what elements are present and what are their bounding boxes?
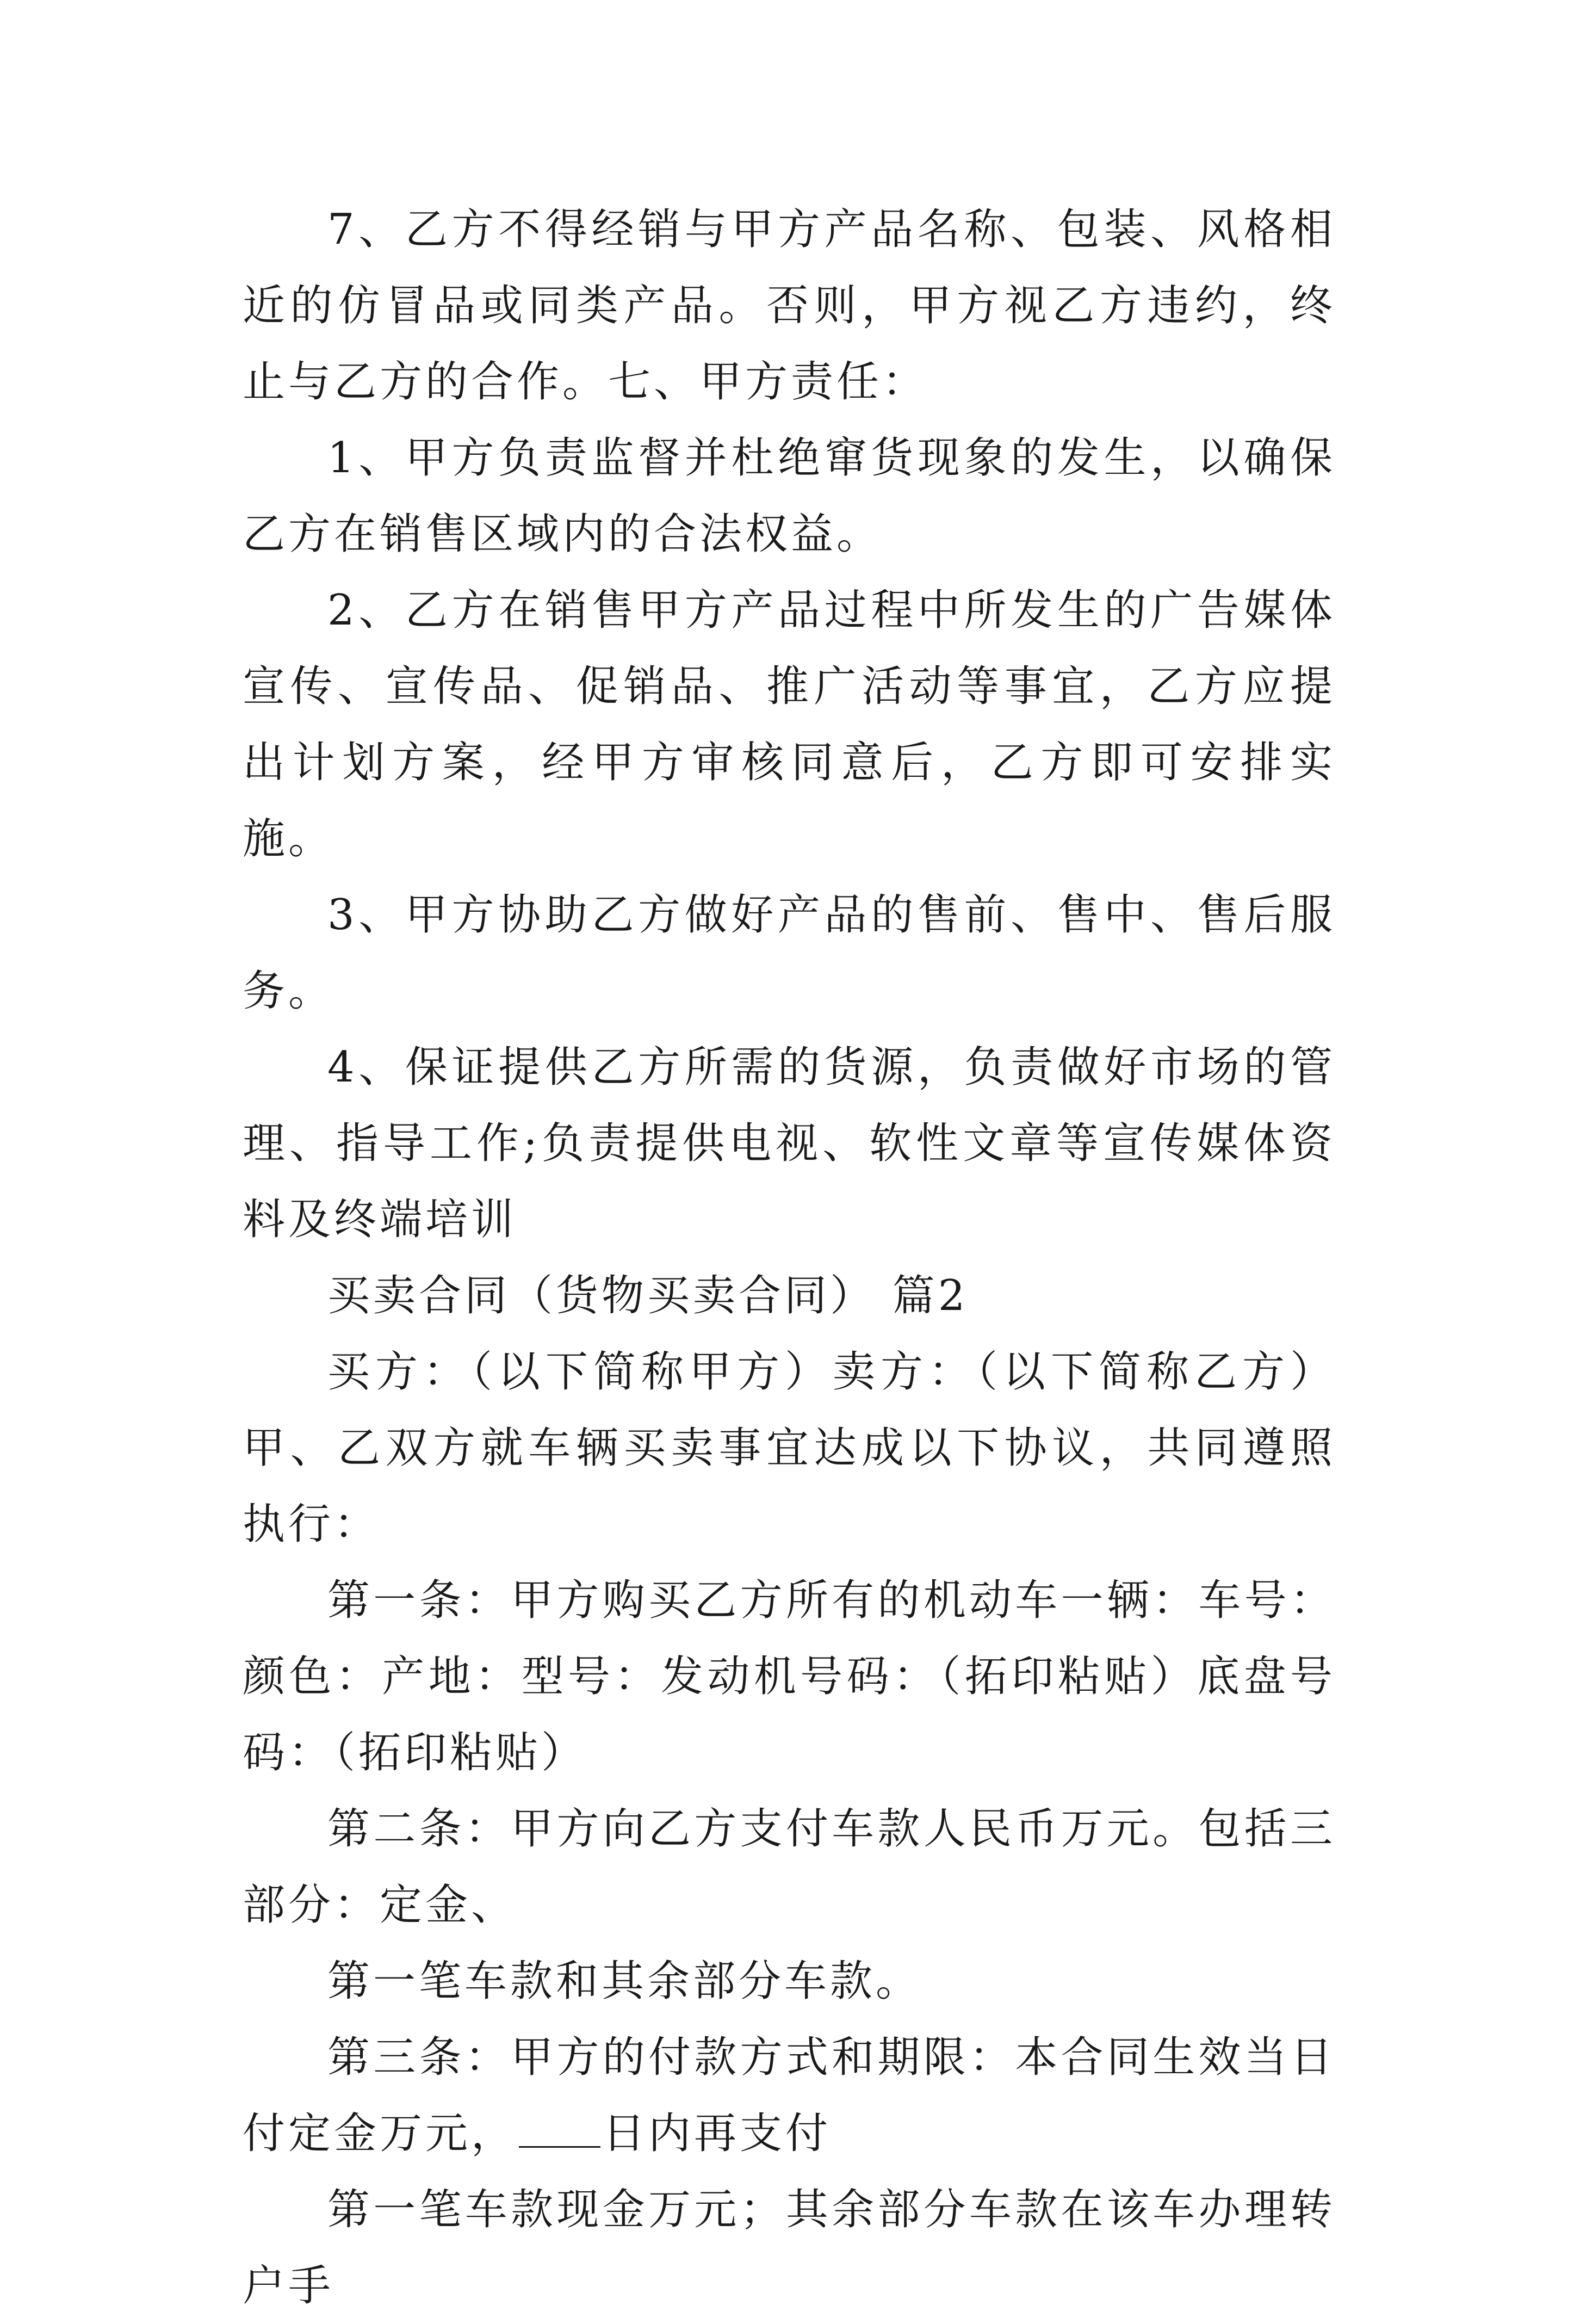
paragraph-article-3 — [243, 2019, 1336, 2172]
article-3-text-end: 日内再支付 — [603, 2109, 832, 2158]
paragraph-party-a-duty-1: 1、甲方负责监督并杜绝窜货现象的发生，以确保乙方在销售区域内的合法权益。 — [243, 434, 1336, 559]
document-body — [243, 191, 1336, 2324]
article-3-text: 第三条：甲方的付款方式和期限：本合同生效当日付定金万元， — [243, 2033, 1336, 2158]
paragraph-article-3-cont: 第一笔车款现金万元；其余部分车款在该车办理转户手 — [243, 2185, 1336, 2310]
paragraph-article-1: 第一条：甲方购买乙方所有的机动车一辆：车号：颜色：产地：型号：发动机号码：（拓印粘贴）底盘号码：（拓印粘贴） — [243, 1576, 1336, 1777]
paragraph-article-2: 第二条：甲方向乙方支付车款人民币万元。包括三部分：定金、 — [243, 1804, 1336, 1930]
paragraph-parties: 买方：（以下简称甲方）卖方：（以下简称乙方）甲、乙双方就车辆买卖事宜达成以下协议，共同遵照执行： — [243, 1348, 1336, 1549]
paragraph-party-a-duty-4: 4、保证提供乙方所需的货源，负责做好市场的管理、指导工作;负责提供电视、软性文章等宣传媒体资料及终端培训 — [243, 1043, 1336, 1244]
paragraph-clause-7: 7、乙方不得经销与甲方产品名称、包装、风格相近的仿冒品或同类产品。否则，甲方视乙方违约，终止与乙方的合作。七、甲方责任： — [243, 205, 1336, 406]
paragraph-party-a-duty-3: 3、甲方协助乙方做好产品的售前、售中、售后服务。 — [243, 891, 1336, 1016]
fill-in-blank — [519, 2111, 600, 2148]
paragraph-party-a-duty-2: 2、乙方在销售甲方产品过程中所发生的广告媒体宣传、宣传品、促销品、推广活动等事宜，乙方应提出计划方案，经甲方审核同意后，乙方即可安排实施。 — [243, 586, 1336, 863]
section-heading: 买卖合同（货物买卖合同） 篇2 — [327, 1271, 969, 1320]
paragraph-article-2-cont: 第一笔车款和其余部分车款。 — [327, 1957, 922, 2006]
